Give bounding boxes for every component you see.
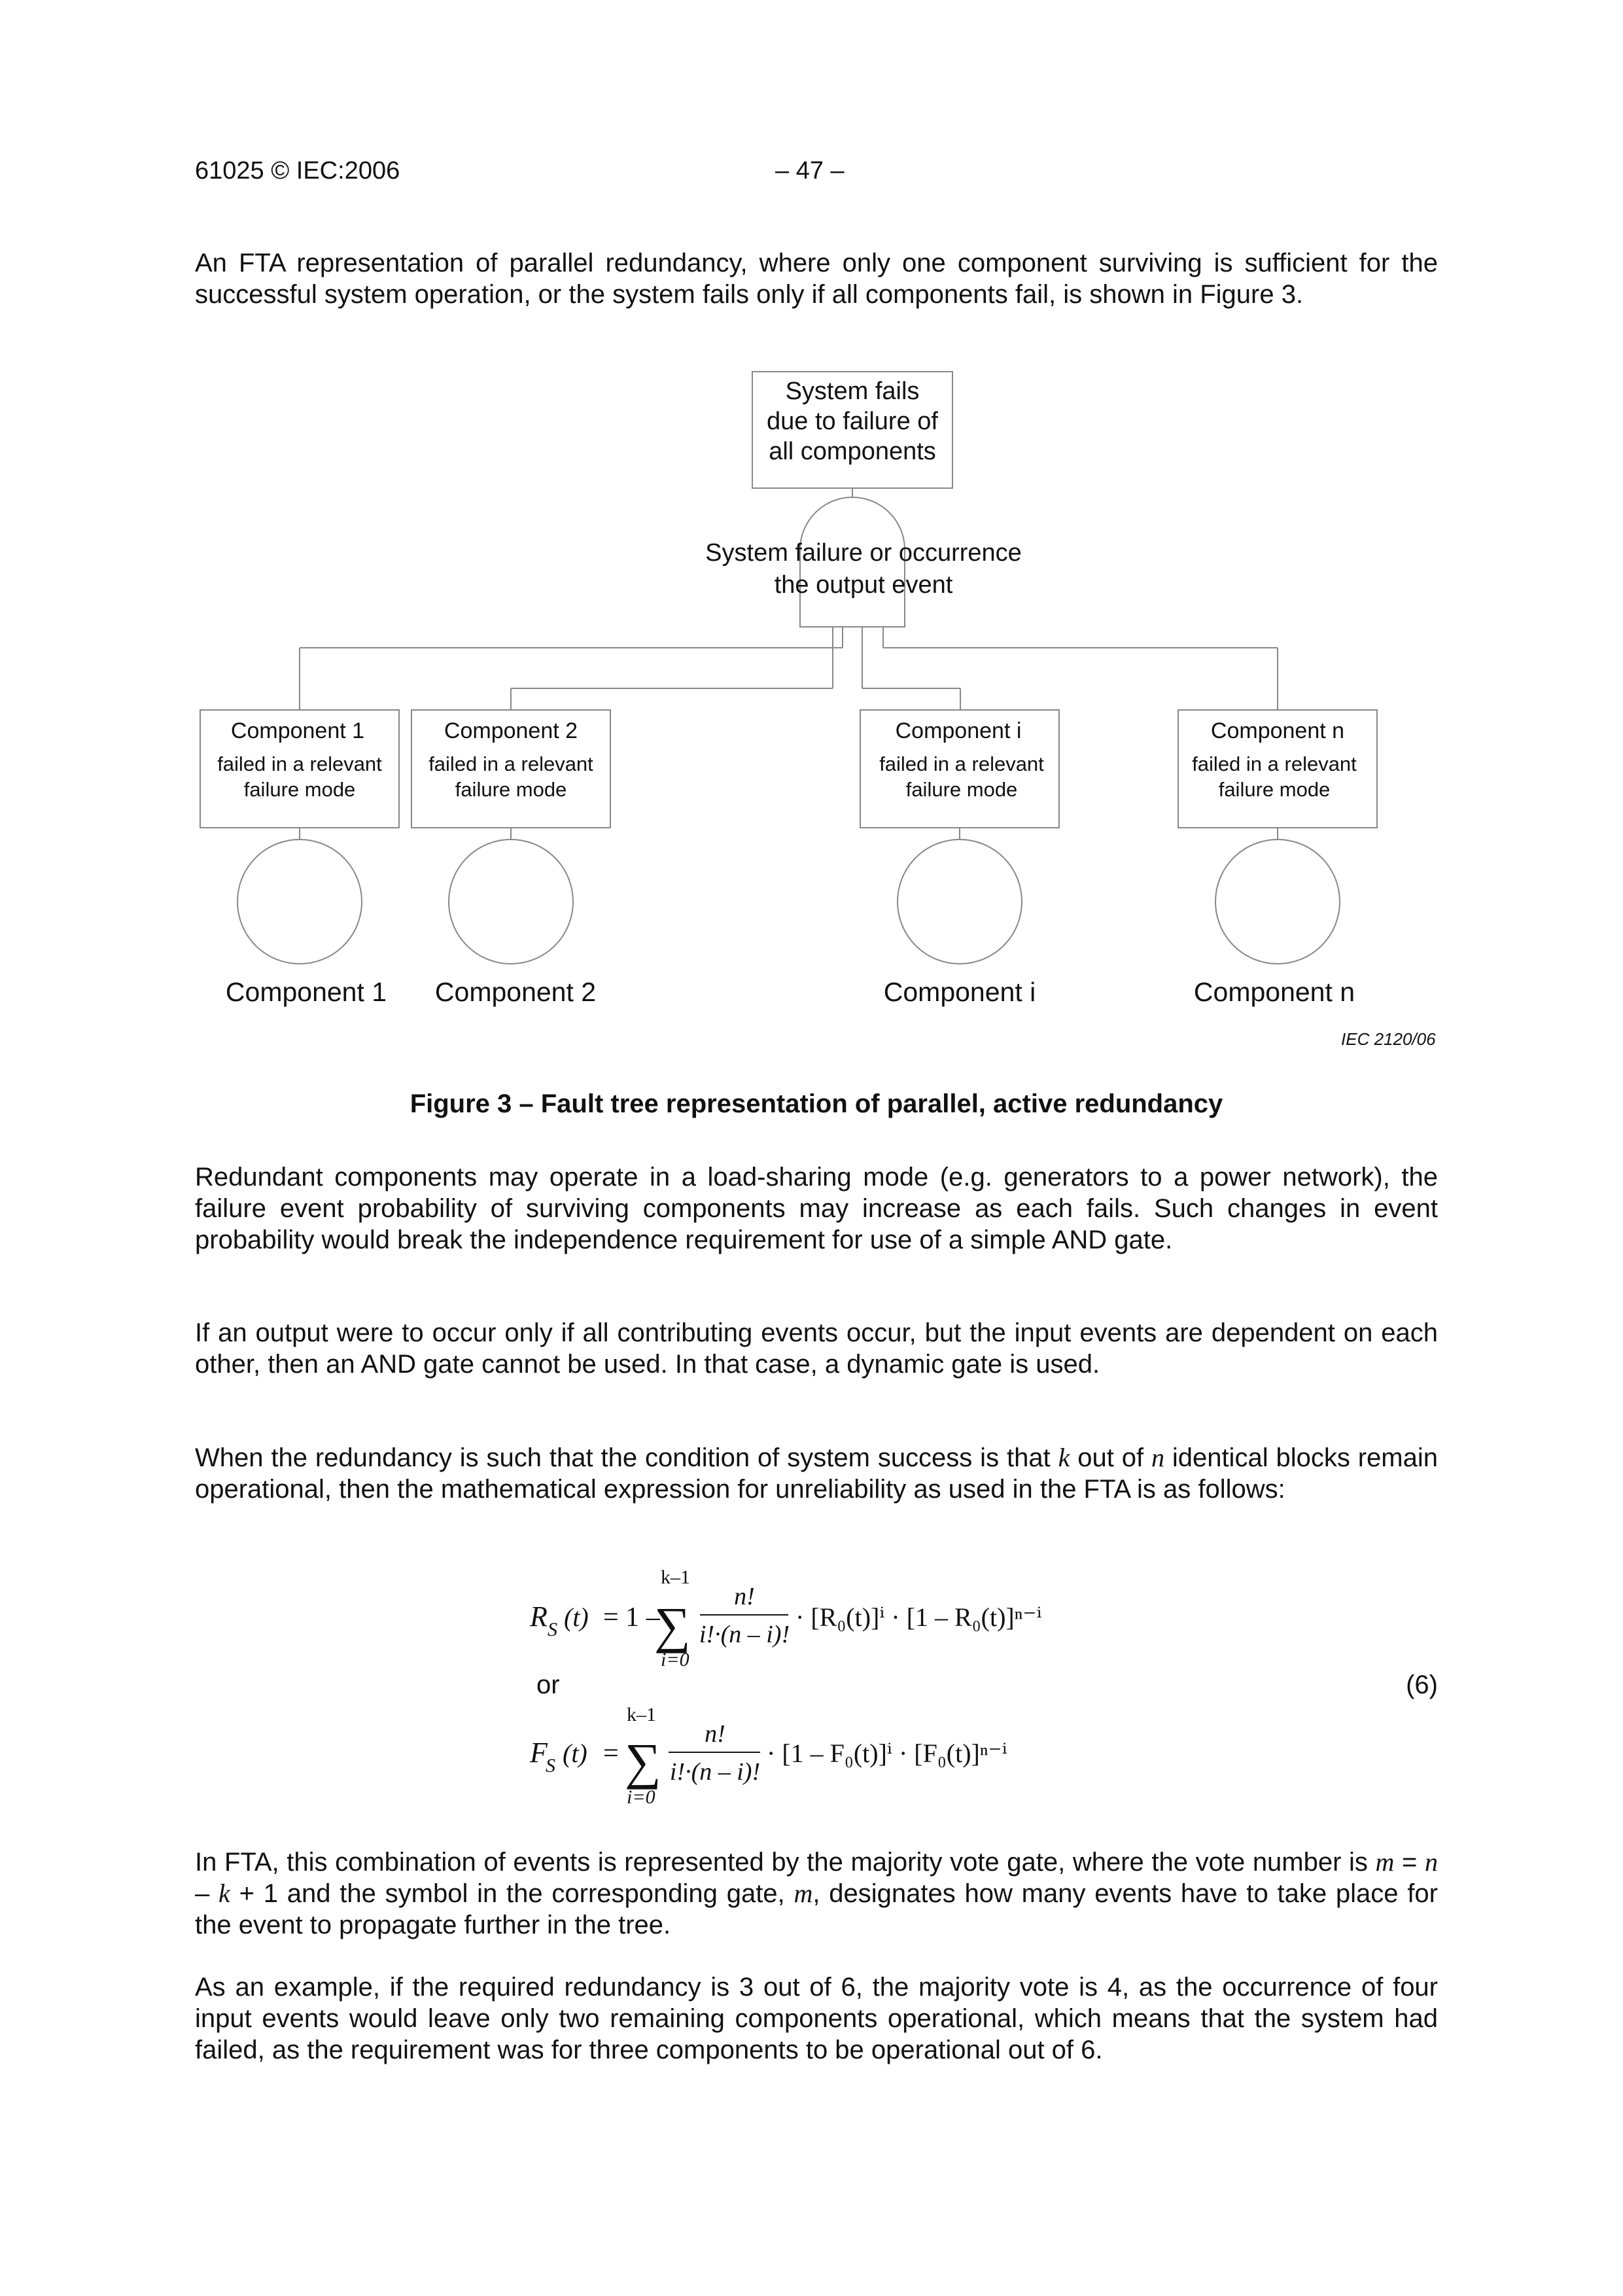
- basic-event-label-n: Component n: [1193, 977, 1355, 1007]
- k-of-n-text-1: When the redundancy is such that the condition of system success is that: [195, 1443, 1058, 1472]
- paragraph-dependent: If an output were to occur only if all contributing events occur, but the input events are dependent on each other, then an AND gate cannot be used. In that case, a dynamic gate is used.: [195, 1318, 1438, 1379]
- fs-equals: =: [603, 1739, 619, 1769]
- figure-caption: Figure 3 – Fault tree representation of parallel, active redundancy: [410, 1089, 1223, 1118]
- rs-fraction-denominator: i!·(n – i)!: [699, 1621, 790, 1648]
- component-2-desc-1: failed in a relevant: [428, 752, 593, 775]
- k-of-n-text-2: out of: [1070, 1443, 1151, 1472]
- paragraph-load-sharing: Redundant components may operate in a load-sharing mode (e.g. generators to a power network), the failure event probability of surviving components may increase as each fails. Such changes in event probability would break the independence requirement for use of a simple AND gate.: [195, 1163, 1438, 1254]
- plus-one: + 1: [230, 1879, 278, 1908]
- rs-terms: · [R₀(t)]ⁱ · [1 – R₀(t)]ⁿ⁻ⁱ: [795, 1602, 1042, 1632]
- fs-terms: · [1 – F₀(t)]ⁱ · [F₀(t)]ⁿ⁻ⁱ: [767, 1739, 1007, 1768]
- equation-number: (6): [1406, 1670, 1438, 1699]
- component-1-title: Component 1: [230, 718, 365, 743]
- basic-event-label-2: Component 2: [434, 977, 597, 1007]
- component-n-title: Component n: [1210, 718, 1345, 743]
- component-i-desc-2: failure mode: [905, 778, 1018, 801]
- fs-sum-top: k–1: [627, 1704, 656, 1725]
- fs-subscript: S: [546, 1755, 555, 1776]
- equation-or: or: [536, 1670, 560, 1699]
- n-variable-expr: n: [1425, 1847, 1439, 1877]
- paragraph-intro: An FTA representation of parallel redundancy, where only one component surviving is sufficient for the successful system operation, or the system fails only if all components fail, is shown in Figure 3.: [195, 249, 1438, 309]
- component-2-desc-2: failure mode: [455, 778, 567, 801]
- fs-sum-sign: ∑: [625, 1733, 661, 1790]
- gate-label-line-1: System failure or occurrence: [705, 539, 1022, 567]
- k-of-n-text-3: identical blocks remain operational, then the mathematical expression for unreliability as used in the FTA is as follows:: [195, 1443, 1438, 1504]
- k-variable: k: [1058, 1443, 1070, 1472]
- k-variable-expr: k: [218, 1879, 230, 1908]
- component-1-desc-1: failed in a relevant: [217, 752, 382, 775]
- fs-t: (t): [563, 1739, 587, 1768]
- m-variable-expr: m: [1375, 1847, 1395, 1877]
- majority-vote-text-1: In FTA, this combination of events is represented by the majority vote gate, where the vote number is: [195, 1848, 1376, 1877]
- component-i-desc-1: failed in a relevant: [879, 752, 1044, 775]
- component-i-title: Component i: [895, 718, 1022, 743]
- iec-figure-reference: IEC 2120/06: [1341, 1029, 1436, 1049]
- rs-sum-top: k–1: [661, 1566, 690, 1588]
- page-number: – 47 –: [775, 157, 845, 185]
- top-event-line-2: due to failure of: [767, 408, 938, 435]
- n-variable: n: [1151, 1443, 1164, 1472]
- basic-event-label-i: Component i: [883, 977, 1036, 1007]
- basic-event-label-1: Component 1: [225, 977, 387, 1007]
- component-1-desc-2: failure mode: [243, 778, 356, 801]
- majority-vote-text-3: , designates how many events have to take place for the event to propagate further in the tree.: [195, 1879, 1438, 1939]
- m-variable: m: [794, 1879, 813, 1908]
- component-n-desc-1: failed in a relevant: [1192, 752, 1357, 775]
- fs-sum-bottom: i=0: [627, 1786, 655, 1808]
- majority-vote-text-2: and the symbol in the corresponding gate,: [277, 1879, 794, 1908]
- rs-symbol: R: [530, 1600, 548, 1633]
- component-n-desc-2: failure mode: [1218, 778, 1331, 801]
- paragraph-example: As an example, if the required redundancy is 3 out of 6, the majority vote is 4, as the occurrence of four input events would leave only two remaining components operational, which means that the system had failed, as the requirement was for three components to be operational out of 6.: [195, 1973, 1438, 2064]
- fs-symbol: F: [530, 1737, 548, 1769]
- top-event-line-3: all components: [769, 438, 936, 465]
- rs-t: (t): [564, 1602, 589, 1632]
- gate-label-line-2: the output event: [774, 571, 953, 599]
- minus-sign: –: [195, 1879, 219, 1908]
- equals-sign: =: [1394, 1848, 1425, 1877]
- fs-fraction-denominator: i!·(n – i)!: [669, 1758, 761, 1786]
- document-id: 61025 © IEC:2006: [195, 157, 400, 185]
- rs-sum-sign: ∑: [654, 1597, 691, 1653]
- rs-sum-bottom: i=0: [661, 1649, 689, 1670]
- top-event-line-1: System fails: [785, 378, 920, 405]
- fs-fraction-numerator: n!: [705, 1720, 725, 1748]
- svg-text:R: [529, 1600, 548, 1633]
- rs-subscript: S: [548, 1619, 557, 1640]
- component-2-title: Component 2: [444, 718, 578, 743]
- rs-equals-one-minus: = 1 –: [603, 1602, 660, 1633]
- paragraph-majority-vote: [195, 1846, 1438, 1941]
- rs-fraction-numerator: n!: [734, 1583, 755, 1610]
